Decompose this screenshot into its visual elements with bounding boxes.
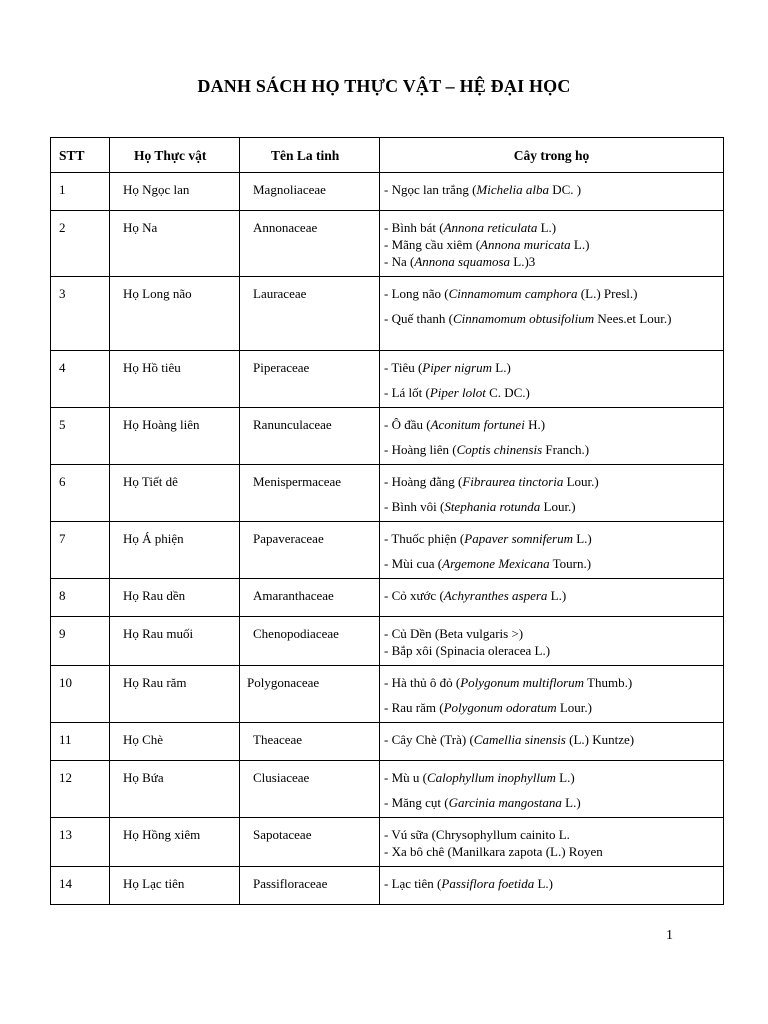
- plant-entry: [384, 285, 717, 302]
- plant-author: H.): [524, 417, 546, 432]
- stt-cell: [51, 666, 110, 723]
- family-cell-text: Họ Chè: [123, 732, 164, 747]
- plant-author: (L.) Presl.): [577, 286, 638, 301]
- stt-cell: [51, 818, 110, 867]
- plant-common-name: - Lá lốt (: [384, 385, 430, 400]
- plant-entry: [384, 625, 717, 642]
- plant-entry: [384, 473, 717, 490]
- plant-author: (L.) Kuntze): [565, 732, 635, 747]
- table-row: [51, 666, 724, 723]
- family-cell-text: Họ Rau răm: [123, 675, 187, 690]
- plant-entry: [384, 731, 717, 748]
- plant-entry: [384, 699, 717, 716]
- plant-author: Lour.): [563, 474, 599, 489]
- table-row: [51, 277, 724, 351]
- stt-cell-text: 14: [59, 876, 72, 891]
- plant-scientific-name: Polygonum multiflorum: [460, 675, 585, 690]
- latin-name-cell-text: Amaranthaceae: [253, 588, 334, 603]
- plant-entry: [384, 310, 717, 327]
- stt-cell-text: 2: [59, 220, 66, 235]
- table-row: [51, 351, 724, 408]
- latin-name-cell: [240, 579, 380, 617]
- plants-cell: [380, 173, 724, 211]
- plant-scientific-name: Piper lolot: [429, 385, 486, 400]
- plant-scientific-name: Stephania rotunda: [444, 499, 541, 514]
- plant-entry: [384, 530, 717, 547]
- family-cell-text: Họ Hoàng liên: [123, 417, 200, 432]
- stt-cell-text: 1: [59, 182, 66, 197]
- plant-common-name: - Cây Chè (Trà) (: [384, 732, 474, 747]
- family-cell: [110, 277, 240, 351]
- plant-author: Nees.et Lour.): [594, 311, 672, 326]
- plant-entry: [384, 219, 717, 236]
- plants-cell: [380, 522, 724, 579]
- plant-scientific-name: Michelia alba: [476, 182, 549, 197]
- family-cell: [110, 867, 240, 905]
- plant-author: L.): [572, 531, 592, 546]
- latin-name-cell-text: Theaceae: [253, 732, 303, 747]
- stt-cell: [51, 277, 110, 351]
- plant-common-name: - Hà thủ ô đỏ (: [384, 675, 461, 690]
- plants-cell: [380, 818, 724, 867]
- stt-cell-text: 6: [59, 474, 66, 489]
- plant-scientific-name: Garcinia mangostana: [448, 795, 562, 810]
- stt-cell: [51, 867, 110, 905]
- stt-cell-text: 4: [59, 360, 66, 375]
- plant-entry: [384, 236, 717, 253]
- latin-name-cell: [240, 211, 380, 277]
- plant-author: DC. ): [549, 182, 582, 197]
- stt-cell: [51, 351, 110, 408]
- header-latin-name: Tên La tinh: [240, 138, 380, 173]
- latin-name-cell-text: Passifloraceae: [253, 876, 328, 891]
- stt-cell-text: 9: [59, 626, 66, 641]
- stt-cell: [51, 579, 110, 617]
- family-cell: [110, 579, 240, 617]
- stt-cell-text: 10: [59, 675, 72, 690]
- plant-author: Lour.): [556, 700, 592, 715]
- plant-family-table: [50, 137, 724, 905]
- family-cell: [110, 617, 240, 666]
- latin-name-cell-text: Magnoliaceae: [253, 182, 326, 197]
- stt-cell-text: 7: [59, 531, 66, 546]
- plants-cell: [380, 617, 724, 666]
- plants-cell: [380, 351, 724, 408]
- plant-common-name: - Rau răm (: [384, 700, 444, 715]
- plant-scientific-name: Annona muricata: [480, 237, 571, 252]
- page-title: DANH SÁCH HỌ THỰC VẬT – HỆ ĐẠI HỌC: [197, 76, 571, 96]
- plant-common-name: - Ô đầu (: [384, 417, 431, 432]
- stt-cell-text: 3: [59, 286, 66, 301]
- plant-common-name: - Xa bô chê (Manilkara zapota (L.) Royen: [384, 844, 603, 859]
- plant-common-name: - Măng cụt (: [384, 795, 449, 810]
- plant-entry: [384, 875, 717, 892]
- plants-cell: [380, 211, 724, 277]
- plant-author: L.): [561, 795, 581, 810]
- latin-name-cell-text: Papaveraceae: [253, 531, 324, 546]
- family-cell-text: Họ Á phiện: [123, 531, 184, 546]
- plant-common-name: - Quế thanh (: [384, 311, 453, 326]
- plant-common-name: - Na (: [384, 254, 415, 269]
- latin-name-cell: [240, 761, 380, 818]
- plants-cell: [380, 408, 724, 465]
- family-cell-text: Họ Long não: [123, 286, 192, 301]
- plant-entry: [384, 384, 717, 401]
- plant-entry: [384, 826, 717, 843]
- table-row: [51, 522, 724, 579]
- plant-common-name: - Vú sữa (Chrysophyllum cainito L.: [384, 827, 570, 842]
- plants-cell: [380, 761, 724, 818]
- plants-cell: [380, 579, 724, 617]
- plants-cell: [380, 867, 724, 905]
- plant-common-name: - Bình vôi (: [384, 499, 445, 514]
- plant-entry: [384, 642, 717, 659]
- table-row: [51, 723, 724, 761]
- stt-cell: [51, 761, 110, 818]
- plant-scientific-name: Aconitum fortunei: [430, 417, 525, 432]
- plant-common-name: - Lạc tiên (: [384, 876, 442, 891]
- plant-author: L.): [547, 588, 567, 603]
- plant-author: Lour.): [540, 499, 576, 514]
- plant-common-name: - Củ Dền (Beta vulgaris >): [384, 626, 524, 641]
- latin-name-cell-text: Annonaceae: [253, 220, 318, 235]
- stt-cell: [51, 211, 110, 277]
- latin-name-cell: [240, 867, 380, 905]
- plant-author: L.): [492, 360, 511, 375]
- family-cell: [110, 761, 240, 818]
- family-cell: [110, 522, 240, 579]
- table-row: [51, 818, 724, 867]
- stt-cell-text: 13: [59, 827, 72, 842]
- plant-common-name: - Mù u (: [384, 770, 427, 785]
- plant-entry: [384, 674, 717, 691]
- plant-scientific-name: Camellia sinensis: [473, 732, 566, 747]
- latin-name-cell-text: Sapotaceae: [253, 827, 312, 842]
- plant-scientific-name: Papaver somniferum: [464, 531, 573, 546]
- stt-cell: [51, 723, 110, 761]
- plant-author: Tourn.): [549, 556, 592, 571]
- latin-name-cell-text: Piperaceae: [253, 360, 310, 375]
- latin-name-cell: [240, 351, 380, 408]
- table-row: [51, 408, 724, 465]
- family-cell-text: Họ Lạc tiên: [123, 876, 185, 891]
- table-body: [51, 173, 724, 905]
- latin-name-cell: [240, 408, 380, 465]
- stt-cell: [51, 173, 110, 211]
- table-row: [51, 465, 724, 522]
- family-cell: [110, 666, 240, 723]
- plant-author: C. DC.): [485, 385, 530, 400]
- plants-cell: [380, 666, 724, 723]
- latin-name-cell-text: Menispermaceae: [253, 474, 342, 489]
- plant-entry: [384, 555, 717, 572]
- plant-entry: [384, 587, 717, 604]
- plant-author: L.)3: [510, 254, 536, 269]
- family-cell-text: Họ Rau dền: [123, 588, 186, 603]
- stt-cell-text: 5: [59, 417, 66, 432]
- plant-entry: [384, 843, 717, 860]
- stt-cell: [51, 617, 110, 666]
- stt-cell: [51, 465, 110, 522]
- table-row: [51, 617, 724, 666]
- family-cell-text: Họ Tiết dê: [123, 474, 178, 489]
- family-cell: [110, 408, 240, 465]
- plant-scientific-name: Cinnamomum camphora: [448, 286, 578, 301]
- family-cell: [110, 173, 240, 211]
- family-cell: [110, 818, 240, 867]
- latin-name-cell-text: Chenopodiaceae: [253, 626, 339, 641]
- latin-name-cell: [240, 522, 380, 579]
- latin-name-cell: [240, 617, 380, 666]
- plants-cell: [380, 465, 724, 522]
- plant-common-name: - Mãng cầu xiêm (: [384, 237, 481, 252]
- family-cell: [110, 211, 240, 277]
- plant-entry: [384, 441, 717, 458]
- latin-name-cell: [240, 818, 380, 867]
- family-cell-text: Họ Na: [123, 220, 158, 235]
- stt-cell-text: 11: [59, 732, 72, 747]
- table-row: [51, 211, 724, 277]
- stt-cell-text: 12: [59, 770, 72, 785]
- plant-entry: [384, 181, 717, 198]
- plant-common-name: - Mùi cua (: [384, 556, 443, 571]
- plant-common-name: - Tiêu (: [384, 360, 423, 375]
- family-cell-text: Họ Rau muối: [123, 626, 194, 641]
- family-cell: [110, 465, 240, 522]
- plant-common-name: - Long não (: [384, 286, 449, 301]
- plant-entry: [384, 769, 717, 786]
- plant-scientific-name: Cinnamomum obtusifolium: [452, 311, 595, 326]
- header-stt: STT: [51, 138, 110, 173]
- table-row: [51, 867, 724, 905]
- plants-cell: [380, 723, 724, 761]
- family-cell: [110, 723, 240, 761]
- family-cell-text: Họ Bứa: [123, 770, 164, 785]
- plant-scientific-name: Calophyllum inophyllum: [426, 770, 556, 785]
- plant-common-name: - Bắp xôi (Spinacia oleracea L.): [384, 643, 551, 658]
- plants-cell: [380, 277, 724, 351]
- family-cell: [110, 351, 240, 408]
- plant-entry: [384, 416, 717, 433]
- latin-name-cell: [240, 173, 380, 211]
- plant-common-name: - Cỏ xước (: [384, 588, 444, 603]
- header-family: Họ Thực vật: [110, 138, 240, 173]
- stt-cell-text: 8: [59, 588, 66, 603]
- plant-common-name: - Hoàng liên (: [384, 442, 457, 457]
- latin-name-cell-text: Clusiaceae: [253, 770, 310, 785]
- plant-author: L.): [537, 220, 557, 235]
- plant-scientific-name: Achyranthes aspera: [443, 588, 548, 603]
- plant-entry: [384, 794, 717, 811]
- table-header-row: [51, 138, 724, 173]
- latin-name-cell: [240, 465, 380, 522]
- plant-common-name: - Bình bát (: [384, 220, 444, 235]
- table-row: [51, 761, 724, 818]
- plant-scientific-name: Piper nigrum: [422, 360, 492, 375]
- plant-author: Franch.): [542, 442, 590, 457]
- latin-name-cell: [240, 723, 380, 761]
- family-cell-text: Họ Hồng xiêm: [123, 827, 201, 842]
- table-row: [51, 579, 724, 617]
- latin-name-cell-text: Lauraceae: [253, 286, 307, 301]
- table-row: [51, 173, 724, 211]
- plant-scientific-name: Coptis chinensis: [456, 442, 543, 457]
- plant-scientific-name: Annona reticulata: [443, 220, 538, 235]
- latin-name-cell: [240, 666, 380, 723]
- plant-common-name: - Hoàng đằng (: [384, 474, 463, 489]
- latin-name-cell: [240, 277, 380, 351]
- latin-name-cell-text: Ranunculaceae: [253, 417, 332, 432]
- plant-scientific-name: Annona squamosa: [414, 254, 511, 269]
- plant-common-name: - Thuốc phiện (: [384, 531, 465, 546]
- stt-cell: [51, 522, 110, 579]
- stt-cell: [51, 408, 110, 465]
- family-cell-text: Họ Ngọc lan: [123, 182, 190, 197]
- plant-scientific-name: Argemone Mexicana: [442, 556, 550, 571]
- plant-common-name: - Ngọc lan trắng (: [384, 182, 477, 197]
- plant-author: L.): [534, 876, 553, 891]
- header-plants: Cây trong họ: [380, 138, 724, 173]
- plant-author: Thumb.): [584, 675, 633, 690]
- plant-entry: [384, 498, 717, 515]
- plant-author: L.): [555, 770, 575, 785]
- plant-entry: [384, 359, 717, 376]
- plant-entry: [384, 253, 717, 270]
- plant-scientific-name: Passiflora foetida: [441, 876, 535, 891]
- plant-scientific-name: Polygonum odoratum: [443, 700, 557, 715]
- latin-name-cell-text: Polygonaceae: [247, 675, 320, 690]
- family-cell-text: Họ Hồ tiêu: [123, 360, 181, 375]
- plant-scientific-name: Fibraurea tinctoria: [462, 474, 564, 489]
- page-number: 1: [666, 928, 673, 943]
- plant-author: L.): [570, 237, 590, 252]
